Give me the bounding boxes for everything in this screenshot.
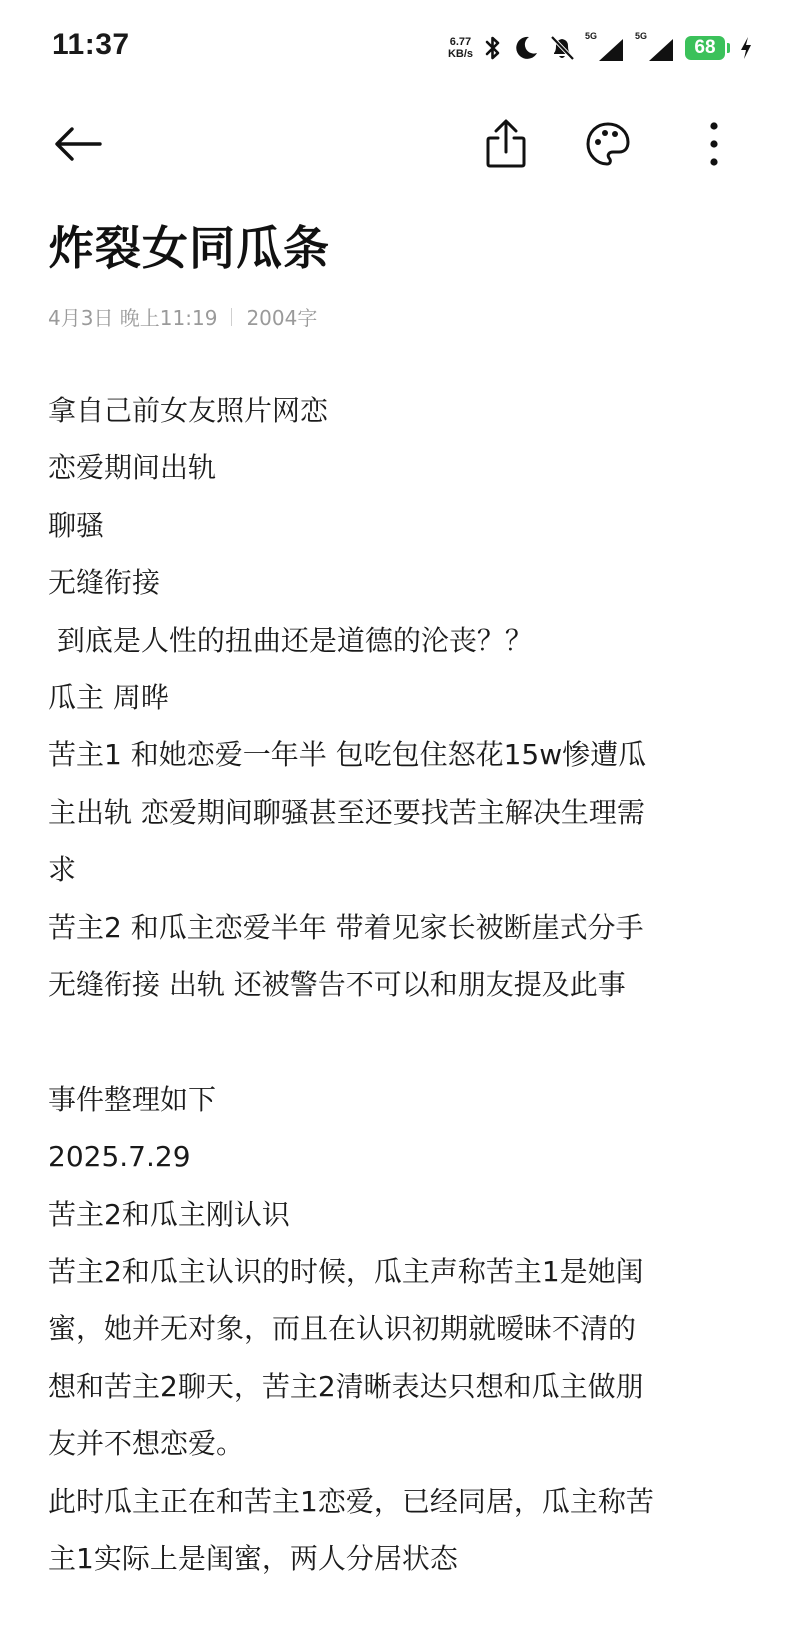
note-line: 瓜主 周晔 (48, 681, 169, 715)
note-line: 友并不想恋爱。 (48, 1427, 245, 1461)
note-line: 拿自己前女友照片网恋 (48, 394, 329, 427)
note-body[interactable] (48, 382, 738, 1588)
note-line: 事件整理如下 (48, 1082, 217, 1116)
note-line: 恋爱期间出轨 (48, 451, 217, 485)
note-line: 苦主1 和她恋爱一年半 包吃包住怒花15w惨遭瓜 (48, 738, 647, 772)
note-line-blank (48, 1013, 738, 1070)
note-line: 主1实际上是闺蜜，两人分居状态 (48, 1542, 458, 1576)
sim1-network-label: 5G (585, 31, 598, 41)
theme-button[interactable] (578, 114, 638, 174)
network-speed-value: 6.77 (449, 36, 472, 48)
status-bar (0, 0, 800, 96)
share-button[interactable] (476, 114, 536, 174)
back-arrow-icon (52, 124, 104, 164)
note-line: 苦主2和瓜主刚认识 (48, 1197, 290, 1231)
meta-divider (231, 308, 232, 326)
signal-icon (635, 33, 675, 63)
note-line: 主出轨 恋爱期间聊骚甚至还要找苦主解决生理需 (48, 795, 645, 829)
bluetooth-icon (483, 34, 503, 62)
note-line: 求 (48, 853, 77, 887)
note-title[interactable]: 炸裂女同瓜条 (48, 221, 330, 275)
note-line: 蜜，她并无对象，而且在认识初期就暧昧不清的 (48, 1312, 637, 1346)
signal-icon (585, 33, 625, 63)
battery-cap (727, 43, 730, 53)
network-speed-unit: KB/s (447, 48, 473, 60)
palette-icon (584, 120, 632, 168)
moon-icon (513, 35, 539, 61)
note-line: 无缝衔接 出轨 还被警告不可以和朋友提及此事 (48, 968, 626, 1002)
battery-level: 68 (685, 36, 725, 60)
more-vertical-icon (708, 121, 720, 167)
note-line: 苦主2 和瓜主恋爱半年 带着见家长被断崖式分手 (48, 910, 644, 944)
note-date: 4月3日 晚上11:19 (48, 306, 218, 330)
bell-muted-icon (549, 34, 575, 62)
note-meta (48, 302, 317, 331)
network-speed (448, 36, 473, 60)
more-options-button[interactable] (684, 114, 744, 174)
sim2-network-label: 5G (635, 31, 648, 41)
note-line: 此时瓜主正在和苦主1恋爱，已经同居，瓜主称苦 (48, 1484, 654, 1518)
battery-icon (685, 36, 730, 60)
note-line: 无缝衔接 (48, 566, 161, 600)
sim1-signal (585, 33, 625, 63)
charging-icon (740, 36, 752, 60)
note-line: 苦主2和瓜主认识的时候，瓜主声称苦主1是她闺 (48, 1255, 644, 1289)
note-line: 2025.7.29 (48, 1140, 191, 1174)
note-toolbar (0, 96, 800, 192)
note-line: 聊骚 (48, 508, 105, 542)
back-button[interactable] (48, 114, 108, 174)
share-icon (484, 118, 528, 170)
note-line: 到底是人性的扭曲还是道德的沦丧？？ (48, 623, 533, 657)
status-time: 11:37 (52, 28, 130, 61)
note-word-count: 2004字 (246, 306, 318, 330)
note-line: 想和苦主2聊天，苦主2清晰表达只想和瓜主做朋 (48, 1369, 644, 1403)
sim2-signal (635, 33, 675, 63)
status-icons (448, 30, 752, 66)
